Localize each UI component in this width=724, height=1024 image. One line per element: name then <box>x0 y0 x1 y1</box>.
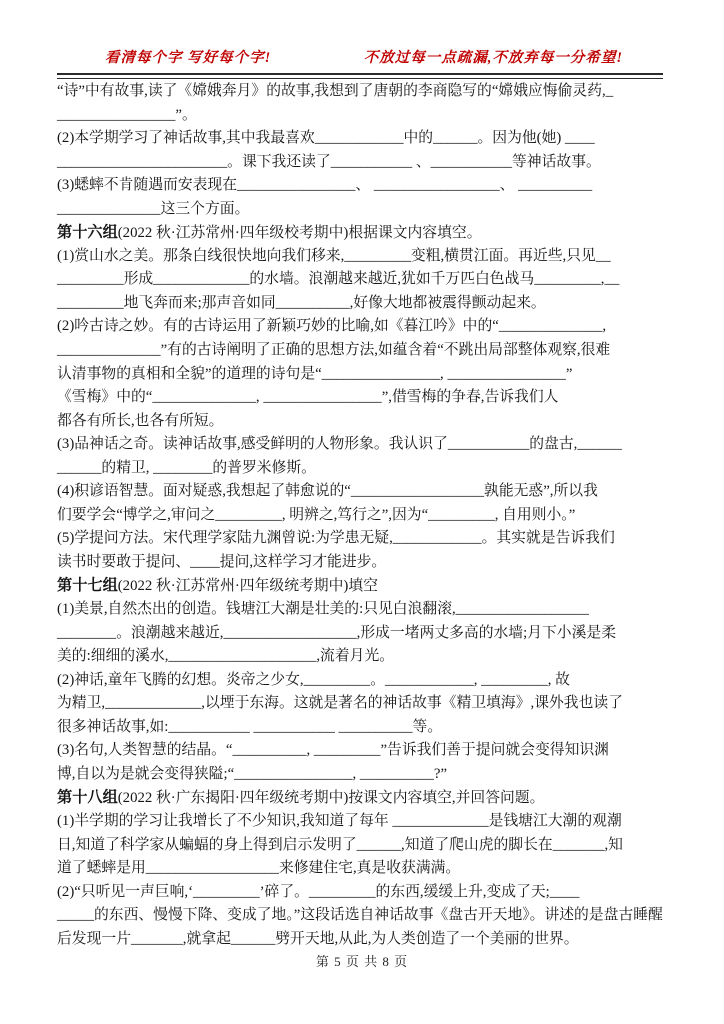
header-motto-left: 看清每个字 写好每个字! <box>105 50 272 66</box>
header-motto-right: 不放过每一点疏漏,不放弃每一分希望! <box>363 50 623 66</box>
line-text: 日,知道了科学家从蝙蝠的身上得到启示发明了______,知道了爬山虎的脚长在_______,知 <box>57 836 623 853</box>
line-text: (1)美景,自然杰出的创造。钱塘江大潮是壮美的:只见白浪翻滚,__________________ <box>57 601 589 618</box>
text-line <box>57 339 669 363</box>
line-text: (4)积谚语智慧。面对疑惑,我想起了韩愈说的“__________________孰能无惑”,所以我 <box>57 483 598 500</box>
text-line <box>57 410 669 434</box>
text-line <box>57 174 669 198</box>
text-line <box>57 763 669 787</box>
line-text: ________________”。 <box>57 106 197 123</box>
text-line <box>57 692 669 716</box>
line-text: _________形成_____________的水墙。浪潮越来越近,犹如千万匹白色战马_________,__ <box>57 271 620 288</box>
text-line <box>57 386 669 410</box>
line-text: 认清事物的真相和全貌”的道理的诗句是“________________, ________________” <box>57 365 573 382</box>
line-text: (2)神话,童年飞腾的幻想。炎帝之少女,_________。____________, _________, 故 <box>57 671 570 688</box>
text-line <box>57 127 669 151</box>
text-line <box>57 622 669 646</box>
line-text: 美的:细细的溪水,____________________,流着月光。 <box>57 648 395 665</box>
header-divider <box>57 73 663 79</box>
text-line <box>57 928 669 952</box>
line-text: (2)本学期学习了神话故事,其中我最喜欢____________中的______。因为他(她) ____ <box>57 130 595 147</box>
group-heading-line <box>57 221 669 245</box>
text-line <box>57 80 669 104</box>
line-text: “诗”中有故事,读了《嫦娥奔月》的故事,我想到了唐朝的李商隐写的“嫦娥应悔偷灵药,_ <box>57 83 614 99</box>
text-line <box>57 292 669 316</box>
text-line <box>57 739 669 763</box>
text-line <box>57 527 669 551</box>
line-text: (1)半学期的学习让我增长了不少知识,我知道了每年 _____________是钱塘江大潮的观潮 <box>57 812 622 829</box>
line-text: 为精卫,_____________,以堙于东海。这就是著名的神话故事《精卫填海》,课外我也读了 <box>57 695 623 712</box>
text-line <box>57 363 669 387</box>
line-text: ______________”有的古诗阐明了正确的思想方法,如蕴含着“不跳出局部整体观察,很难 <box>57 342 611 359</box>
line-text: _____的东西、慢慢下降、变成了地。”这段话选自神话故事《盘古开天地》。讲述的是盘古睡醒 <box>57 907 663 924</box>
text-line <box>57 598 669 622</box>
text-line <box>57 834 669 858</box>
text-line <box>57 504 669 528</box>
line-text: (3)品神话之奇。读神话故事,感受鲜明的人物形象。我认识了___________的盘古,______ <box>57 436 622 453</box>
text-line <box>57 245 669 269</box>
group-title: 第十七组 <box>57 577 118 595</box>
line-text: 们要学会“博学之,审问之_________, 明辨之,笃行之”,因为“_________, 自用则小。” <box>57 506 576 523</box>
line-text: (5)学提问方法。宋代理学家陆九渊曾说:为学患无疑,____________。其实就是告诉我们 <box>57 530 615 547</box>
group-heading-line <box>57 786 669 810</box>
line-text: (2)吟古诗之妙。有的古诗运用了新颖巧妙的比喻,如《暮江吟》中的“______________, <box>57 318 607 335</box>
text-line <box>57 810 669 834</box>
page-header <box>57 46 663 67</box>
line-text: (2022 秋·江苏常州·四年级统考期中)填空 <box>117 578 378 595</box>
text-line <box>57 480 669 504</box>
document-lines <box>57 80 669 951</box>
text-line <box>57 904 669 928</box>
text-line <box>57 151 669 175</box>
line-text: (3)蟋蟀不肯随遇而安表现在________________、 _________________、 __________ <box>57 177 593 194</box>
line-text: 都各有所长,也各有所短。 <box>57 412 224 429</box>
text-line <box>57 551 669 575</box>
line-text: ________。浪潮越来越近,__________________,形成一堵两丈多高的水墙;月下小溪是柔 <box>57 624 616 641</box>
text-line <box>57 315 669 339</box>
text-line <box>57 268 669 292</box>
line-text: _______________________。课下我还读了___________ 、___________等神话故事。 <box>57 153 601 170</box>
text-line <box>57 669 669 693</box>
text-line <box>57 433 669 457</box>
line-text: _________地飞奔而来;那声音如同__________,好像大地都被震得颤动起来。 <box>57 294 546 311</box>
text-line <box>57 881 669 905</box>
line-text: 道了蟋蟀是用__________________来修建住宅,真是收获满满。 <box>57 860 461 877</box>
text-line <box>57 104 669 128</box>
line-text: 很多神话故事,如:___________ ___________ __________等。 <box>57 718 443 735</box>
text-line <box>57 198 669 222</box>
line-text: ______的精卫, ________的普罗米修斯。 <box>57 459 316 476</box>
line-text: 后发现一片_______,就拿起______劈开天地,从此,为人类创造了一个美丽的世界。 <box>57 930 579 947</box>
line-text: (2022 秋·广东揭阳·四年级统考期中)按课文内容填空,并回答问题。 <box>117 790 545 807</box>
line-text: 《雪梅》中的“______________, ________________”,借雪梅的争春,告诉我们人 <box>57 389 559 406</box>
group-title: 第十六组 <box>57 224 118 242</box>
line-text: 博,自以为是就会变得狭隘;“________________, __________?” <box>57 765 448 782</box>
page-number: 第 5 页 共 8 页 <box>315 954 409 969</box>
text-line <box>57 716 669 740</box>
group-heading-line <box>57 574 669 598</box>
line-text: (2)“只听见一声巨响,‘_________’碎了。_________的东西,缓缓上升,变成了天;____ <box>57 883 580 900</box>
group-title: 第十八组 <box>57 789 118 807</box>
line-text: (2022 秋·江苏常州·四年级校考期中)根据课文内容填空。 <box>117 225 482 242</box>
text-line <box>57 645 669 669</box>
line-text: 读书时要敢于提问、____提问,这样学习才能进步。 <box>57 553 387 570</box>
line-text: (1)赏山水之美。那条白线很快地向我们移来,_________变粗,横贯江面。再近些,只见__ <box>57 247 611 264</box>
line-text: (3)名句,人类智慧的结晶。“__________, _________”告诉我们善于提问就会变得知识渊 <box>57 742 609 759</box>
text-line <box>57 857 669 881</box>
line-text: ______________这三个方面。 <box>57 200 250 217</box>
page-footer <box>0 951 724 970</box>
text-line <box>57 457 669 481</box>
